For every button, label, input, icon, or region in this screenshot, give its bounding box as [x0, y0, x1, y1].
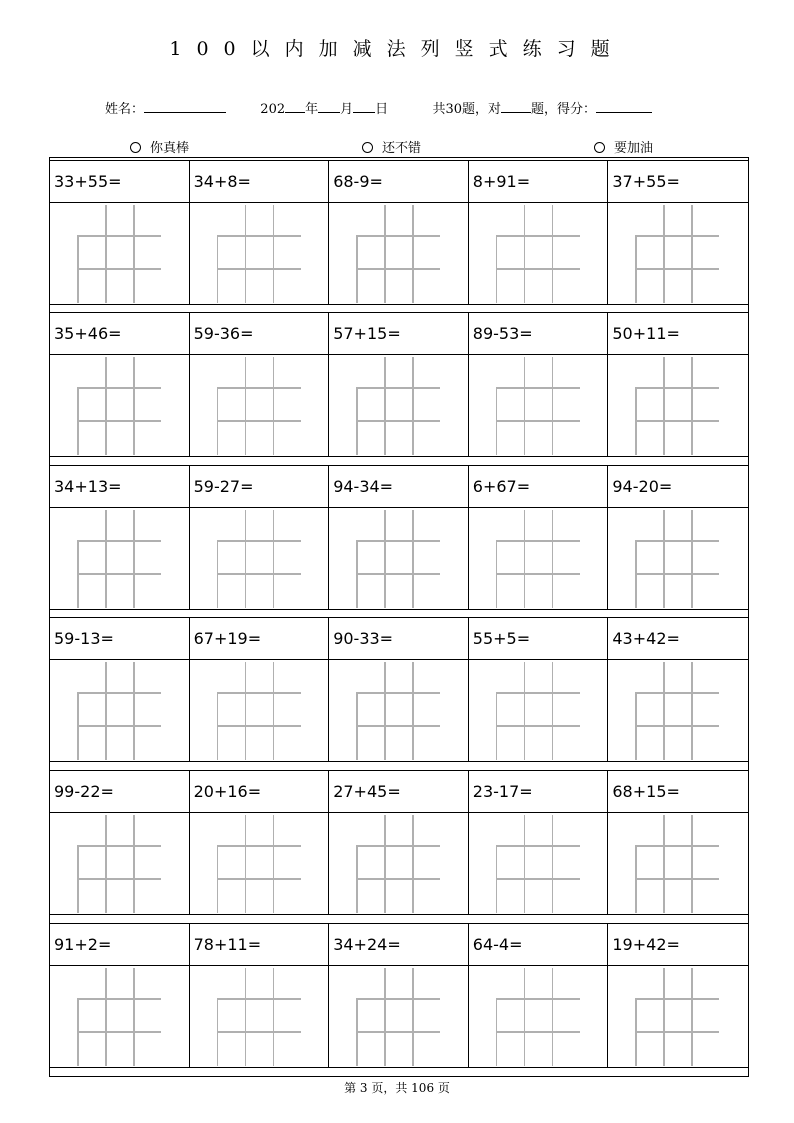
problem-row — [50, 770, 748, 915]
problem-cell — [608, 466, 748, 609]
vertical-calc-grid[interactable] — [329, 660, 468, 761]
grid-line — [691, 205, 693, 303]
problem-row — [50, 160, 748, 305]
vertical-calc-grid[interactable] — [190, 813, 329, 914]
vertical-calc-grid[interactable] — [190, 966, 329, 1067]
grid-line — [77, 235, 161, 237]
praise-label: 你真棒 — [150, 141, 190, 156]
praise-option-1 — [130, 137, 189, 156]
grid-line — [552, 968, 554, 1066]
grid-line — [384, 357, 386, 455]
problem-text: 67+19= — [190, 618, 329, 660]
vertical-calc-grid[interactable] — [190, 508, 329, 609]
grid-line — [524, 510, 526, 608]
problem-text: 19+42= — [608, 924, 748, 966]
vertical-calc-grid[interactable] — [608, 508, 748, 609]
vertical-calc-grid[interactable] — [608, 813, 748, 914]
vertical-calc-grid[interactable] — [50, 660, 189, 761]
grid-line — [245, 357, 247, 455]
problem-text: 68-9= — [329, 161, 468, 203]
grid-line — [412, 510, 414, 608]
vertical-calc-grid[interactable] — [469, 508, 608, 609]
grid-line — [77, 420, 161, 422]
vertical-calc-grid[interactable] — [469, 966, 608, 1067]
grid-line — [217, 235, 301, 237]
grid-line — [133, 205, 135, 303]
problem-cell — [608, 618, 748, 761]
grid-line — [245, 205, 247, 303]
student-info — [105, 98, 725, 116]
grid-line — [273, 815, 275, 913]
grid-line — [273, 357, 275, 455]
grid-line — [663, 662, 665, 760]
grid-line — [77, 387, 161, 389]
vertical-calc-grid[interactable] — [329, 355, 468, 456]
problem-cell — [329, 771, 469, 914]
grid-line — [496, 573, 580, 575]
grid-line — [217, 540, 301, 542]
problem-text: 99-22= — [50, 771, 189, 813]
grid-line — [496, 540, 580, 542]
problem-text: 33+55= — [50, 161, 189, 203]
problem-cell — [190, 771, 330, 914]
grid-line — [356, 725, 440, 727]
year-label: 年 — [305, 102, 319, 117]
grid-line — [384, 510, 386, 608]
problem-text: 23-17= — [469, 771, 608, 813]
grid-line — [245, 662, 247, 760]
problem-text: 6+67= — [469, 466, 608, 508]
name-blank — [144, 99, 226, 113]
problem-cell — [469, 161, 609, 304]
problem-text: 43+42= — [608, 618, 748, 660]
day-label: 日 — [375, 102, 389, 117]
grid-line — [496, 878, 580, 880]
grid-line — [635, 540, 719, 542]
grid-line — [356, 387, 440, 389]
grid-line — [524, 357, 526, 455]
grid-line — [635, 387, 719, 389]
grid-line — [77, 845, 161, 847]
problem-text: 35+46= — [50, 313, 189, 355]
grid-line — [496, 998, 580, 1000]
problem-text: 27+45= — [329, 771, 468, 813]
circle-icon — [362, 142, 373, 153]
problem-text: 8+91= — [469, 161, 608, 203]
year-blank — [285, 99, 305, 113]
problem-text: 78+11= — [190, 924, 329, 966]
problem-cell — [608, 161, 748, 304]
vertical-calc-grid[interactable] — [469, 813, 608, 914]
score-label: 题，得分： — [531, 102, 597, 117]
problem-cell — [608, 313, 748, 456]
vertical-calc-grid[interactable] — [50, 355, 189, 456]
problem-cell — [329, 313, 469, 456]
circle-icon — [594, 142, 605, 153]
problem-text: 89-53= — [469, 313, 608, 355]
grid-line — [524, 205, 526, 303]
exercise-sheet — [49, 157, 749, 1077]
grid-line — [356, 573, 440, 575]
grid-line — [245, 510, 247, 608]
grid-line — [273, 968, 275, 1066]
page-title: 100以内加减法列竖式练习题 — [169, 38, 625, 60]
vertical-calc-grid[interactable] — [329, 813, 468, 914]
grid-line — [552, 357, 554, 455]
problem-cell — [469, 771, 609, 914]
problem-text: 34+13= — [50, 466, 189, 508]
grid-line — [635, 235, 719, 237]
grid-line — [412, 815, 414, 913]
grid-line — [663, 205, 665, 303]
grid-line — [384, 968, 386, 1066]
grid-line — [635, 573, 719, 575]
score-blank — [596, 99, 652, 113]
praise-label: 还不错 — [382, 141, 422, 156]
problem-text: 64-4= — [469, 924, 608, 966]
grid-line — [356, 540, 440, 542]
grid-line — [77, 540, 161, 542]
grid-line — [217, 998, 301, 1000]
vertical-calc-grid[interactable] — [469, 355, 608, 456]
grid-line — [133, 662, 135, 760]
grid-line — [496, 268, 580, 270]
grid-line — [105, 205, 107, 303]
grid-line — [217, 268, 301, 270]
grid-line — [133, 357, 135, 455]
grid-line — [105, 510, 107, 608]
grid-line — [356, 1031, 440, 1033]
grid-line — [356, 235, 440, 237]
grid-line — [496, 692, 580, 694]
grid-line — [412, 205, 414, 303]
problem-cell — [329, 618, 469, 761]
problem-text: 34+24= — [329, 924, 468, 966]
total-label: 共30题，对 — [432, 102, 501, 117]
vertical-calc-grid[interactable] — [329, 203, 468, 304]
grid-line — [635, 998, 719, 1000]
problem-text: 59-13= — [50, 618, 189, 660]
problem-cell — [50, 466, 190, 609]
page-number: 第 3 页，共 106 页 — [344, 1081, 450, 1095]
name-label: 姓名： — [105, 102, 145, 117]
grid-line — [524, 662, 526, 760]
vertical-calc-grid[interactable] — [329, 966, 468, 1067]
vertical-calc-grid[interactable] — [50, 203, 189, 304]
grid-line — [412, 357, 414, 455]
grid-line — [217, 387, 301, 389]
vertical-calc-grid[interactable] — [608, 203, 748, 304]
problem-text: 50+11= — [608, 313, 748, 355]
problem-cell — [190, 618, 330, 761]
grid-line — [105, 357, 107, 455]
problem-cell — [469, 924, 609, 1067]
problem-cell — [329, 924, 469, 1067]
grid-line — [691, 662, 693, 760]
grid-line — [496, 387, 580, 389]
problem-cell — [608, 924, 748, 1067]
grid-line — [217, 420, 301, 422]
grid-line — [635, 725, 719, 727]
praise-label: 要加油 — [614, 141, 654, 156]
grid-line — [691, 357, 693, 455]
grid-line — [133, 510, 135, 608]
grid-line — [691, 815, 693, 913]
grid-line — [524, 815, 526, 913]
grid-line — [217, 692, 301, 694]
month-label: 月 — [340, 102, 354, 117]
grid-line — [552, 662, 554, 760]
vertical-calc-grid[interactable] — [50, 813, 189, 914]
vertical-calc-grid[interactable] — [608, 355, 748, 456]
vertical-calc-grid[interactable] — [608, 966, 748, 1067]
problem-cell — [50, 313, 190, 456]
grid-line — [133, 815, 135, 913]
problem-cell — [329, 466, 469, 609]
problem-cell — [50, 771, 190, 914]
grid-line — [496, 725, 580, 727]
problem-text: 59-36= — [190, 313, 329, 355]
grid-line — [133, 968, 135, 1066]
grid-line — [273, 510, 275, 608]
grid-line — [552, 510, 554, 608]
problem-cell — [50, 161, 190, 304]
grid-line — [635, 1031, 719, 1033]
problem-text: 68+15= — [608, 771, 748, 813]
month-blank — [318, 99, 340, 113]
problem-text: 20+16= — [190, 771, 329, 813]
grid-line — [663, 968, 665, 1066]
day-blank — [353, 99, 375, 113]
vertical-calc-grid[interactable] — [190, 355, 329, 456]
grid-line — [356, 998, 440, 1000]
grid-line — [105, 968, 107, 1066]
problem-cell — [50, 924, 190, 1067]
problem-text: 34+8= — [190, 161, 329, 203]
grid-line — [356, 268, 440, 270]
problem-cell — [469, 466, 609, 609]
problem-cell — [608, 771, 748, 914]
grid-line — [105, 815, 107, 913]
grid-line — [524, 968, 526, 1066]
problem-text: 94-20= — [608, 466, 748, 508]
grid-line — [77, 1031, 161, 1033]
problem-row — [50, 312, 748, 457]
problem-cell — [190, 313, 330, 456]
problem-text: 37+55= — [608, 161, 748, 203]
vertical-calc-grid[interactable] — [190, 660, 329, 761]
praise-option-2 — [362, 137, 421, 156]
vertical-calc-grid[interactable] — [190, 203, 329, 304]
circle-icon — [130, 142, 141, 153]
problem-text: 90-33= — [329, 618, 468, 660]
grid-line — [691, 968, 693, 1066]
grid-line — [77, 725, 161, 727]
grid-line — [496, 420, 580, 422]
grid-line — [245, 968, 247, 1066]
grid-line — [663, 510, 665, 608]
problem-row — [50, 923, 748, 1068]
problem-text: 59-27= — [190, 466, 329, 508]
grid-line — [663, 815, 665, 913]
vertical-calc-grid[interactable] — [50, 966, 189, 1067]
praise-option-3 — [594, 137, 653, 156]
grid-line — [77, 268, 161, 270]
grid-line — [356, 845, 440, 847]
grid-line — [356, 692, 440, 694]
grid-line — [356, 878, 440, 880]
problem-row — [50, 465, 748, 610]
grid-line — [635, 845, 719, 847]
problem-cell — [190, 161, 330, 304]
vertical-calc-grid[interactable] — [50, 508, 189, 609]
grid-line — [635, 420, 719, 422]
grid-line — [412, 662, 414, 760]
grid-line — [412, 968, 414, 1066]
vertical-calc-grid[interactable] — [329, 508, 468, 609]
grid-line — [217, 573, 301, 575]
grid-line — [273, 662, 275, 760]
grid-line — [217, 725, 301, 727]
grid-line — [217, 845, 301, 847]
grid-line — [635, 692, 719, 694]
grid-line — [245, 815, 247, 913]
problem-text: 55+5= — [469, 618, 608, 660]
grid-line — [217, 878, 301, 880]
grid-line — [552, 815, 554, 913]
problem-cell — [190, 466, 330, 609]
grid-line — [663, 357, 665, 455]
grid-line — [635, 268, 719, 270]
grid-line — [77, 878, 161, 880]
problem-cell — [469, 313, 609, 456]
grid-line — [552, 205, 554, 303]
grid-line — [384, 815, 386, 913]
grid-line — [356, 420, 440, 422]
problem-text: 91+2= — [50, 924, 189, 966]
grid-line — [384, 662, 386, 760]
grid-line — [77, 998, 161, 1000]
problem-cell — [469, 618, 609, 761]
grid-line — [273, 205, 275, 303]
problem-text: 94-34= — [329, 466, 468, 508]
problem-cell — [50, 618, 190, 761]
problem-text: 57+15= — [329, 313, 468, 355]
grid-line — [217, 1031, 301, 1033]
grid-line — [496, 845, 580, 847]
problem-cell — [329, 161, 469, 304]
grid-line — [496, 1031, 580, 1033]
grid-line — [635, 878, 719, 880]
vertical-calc-grid[interactable] — [608, 660, 748, 761]
grid-line — [77, 692, 161, 694]
grid-line — [384, 205, 386, 303]
grid-line — [691, 510, 693, 608]
year-prefix: 202 — [260, 102, 286, 117]
grid-line — [77, 573, 161, 575]
problem-row — [50, 617, 748, 762]
grid-line — [105, 662, 107, 760]
problem-cell — [190, 924, 330, 1067]
vertical-calc-grid[interactable] — [469, 203, 608, 304]
correct-blank — [501, 99, 531, 113]
vertical-calc-grid[interactable] — [469, 660, 608, 761]
grid-line — [496, 235, 580, 237]
